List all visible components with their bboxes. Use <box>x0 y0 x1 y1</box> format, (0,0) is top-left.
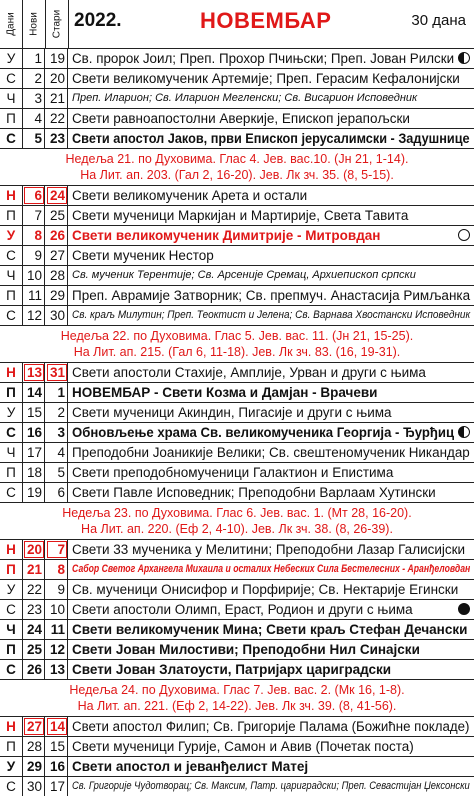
feast-text: Свети мученици Акиндин, Пигасије и други с њима <box>72 405 392 420</box>
day-row <box>0 639 474 659</box>
feast-text: Свети апостол Јаков, први Епископ јерусалимски - Задушнице <box>72 131 470 146</box>
old-date-cell: 23 <box>46 129 68 148</box>
new-date-cell: 19 <box>23 483 45 502</box>
feast-text: Св. краљ Милутин; Преп. Теоктист и Јелена; Св. Варнава Хвостански Исповедник <box>72 309 471 321</box>
old-date-cell: 22 <box>46 109 68 128</box>
new-date-cell: 16 <box>23 423 45 442</box>
weekday-cell: Н <box>0 363 23 382</box>
day-row <box>0 285 474 305</box>
feast-text: Свети апостол и јеванђелист Матеј <box>72 759 309 774</box>
feast-text: Свети апостол Филип; Св. Григорије Палама (Божићне покладе) <box>72 719 470 734</box>
day-row <box>0 579 474 599</box>
day-row <box>0 88 474 108</box>
sunday-reading-row <box>0 148 474 185</box>
new-date-cell: 20 <box>23 540 45 559</box>
feast-text: Св. Григорије Чудотворац; Св. Максим, Патр. цариградски; Преп. Севастијан Џексонски <box>72 780 470 792</box>
feast-text: Св. мученик Терентије; Св. Арсеније Сремац, Архиепископ српски <box>72 269 416 281</box>
new-date-cell: 4 <box>23 109 45 128</box>
day-row <box>0 245 474 265</box>
old-date-cell: 10 <box>46 600 68 619</box>
weekday-cell: С <box>0 660 23 679</box>
feast-text: Свети преподобномученици Галактион и Епистима <box>72 465 394 480</box>
old-date-cell: 26 <box>46 226 68 245</box>
day-row <box>0 659 474 679</box>
old-date-cell: 3 <box>46 423 68 442</box>
day-row <box>0 422 474 442</box>
weekday-cell: У <box>0 403 23 422</box>
year-label: 2022. <box>74 10 122 31</box>
day-row <box>0 108 474 128</box>
new-date-cell: 22 <box>23 580 45 599</box>
feast-text: Свети Јован Милостиви; Преподобни Нил Синајски <box>72 642 420 657</box>
day-row <box>0 776 474 796</box>
day-row <box>0 756 474 776</box>
moon-phase-icon <box>458 603 470 615</box>
new-date-cell: 6 <box>23 186 45 205</box>
sunday-reading-line2: На Лит. ап. 203. (Гал 2, 16-20). Јев. Лк зч. 35. (8, 5-15). <box>80 168 394 182</box>
feast-text: Свети великомученик Димитрије - Митровдан <box>72 228 381 243</box>
sunday-reading-row <box>0 679 474 716</box>
new-date-cell: 28 <box>23 737 45 756</box>
weekday-cell: С <box>0 777 23 796</box>
new-date-cell: 10 <box>23 266 45 285</box>
day-row <box>0 305 474 325</box>
old-date-cell: 8 <box>46 560 68 579</box>
new-date-cell: 7 <box>23 206 45 225</box>
weekday-cell: С <box>0 483 23 502</box>
feast-text: Свети Павле Исповедник; Преподобни Варлаам Хутински <box>72 485 436 500</box>
old-date-cell: 15 <box>46 737 68 756</box>
col-new-header: Нови <box>23 0 46 48</box>
month-title: НОВЕМБАР <box>200 8 332 33</box>
weekday-cell: Н <box>0 186 23 205</box>
feast-text: Преп. Иларион; Св. Иларион Мегленски; Св. Висарион Исповедник <box>72 92 418 104</box>
new-date-cell: 2 <box>23 69 45 88</box>
day-row <box>0 599 474 619</box>
day-row <box>0 482 474 502</box>
feast-text: Свети мученик Нестор <box>72 248 214 263</box>
col-days-header: Дани <box>0 0 23 48</box>
feast-text: Преп. Аврамије Затворник; Св. препмуч. Анастасија Римљанка <box>72 288 471 303</box>
sunday-reading-row <box>0 502 474 539</box>
moon-phase-icon <box>458 52 470 64</box>
day-row <box>0 362 474 382</box>
day-row <box>0 462 474 482</box>
old-date-cell: 30 <box>46 306 68 325</box>
old-date-cell: 4 <box>46 443 68 462</box>
old-date-cell: 13 <box>46 660 68 679</box>
day-row <box>0 225 474 245</box>
weekday-cell: Ч <box>0 266 23 285</box>
weekday-cell: С <box>0 306 23 325</box>
new-date-cell: 15 <box>23 403 45 422</box>
weekday-cell: У <box>0 226 23 245</box>
weekday-cell: С <box>0 600 23 619</box>
new-date-cell: 13 <box>23 363 45 382</box>
new-date-cell: 8 <box>23 226 45 245</box>
sunday-reading-line1: Недеља 22. по Духовима. Глас 5. Јев. вас. 11. (Јн 21, 15-25). <box>60 329 414 343</box>
feast-text: Свети апостоли Стахије, Амплије, Урван и други с њима <box>72 365 426 380</box>
new-date-cell: 9 <box>23 246 45 265</box>
old-date-cell: 5 <box>46 463 68 482</box>
old-date-cell: 19 <box>46 49 68 68</box>
new-date-cell: 21 <box>23 560 45 579</box>
sunday-reading-line1: Недеља 23. по Духовима. Глас 6. Јев. вас. 1. (Мт 28, 16-20). <box>62 506 412 520</box>
moon-phase-icon <box>458 229 470 241</box>
feast-text: Свети мученици Маркијан и Мартирије, Света Тавита <box>72 208 409 223</box>
sunday-reading-line2: На Лит. ап. 221. (Еф 2, 14-22). Јев. Лк зч. 39. (8, 41-56). <box>77 699 397 713</box>
feast-text: Св. пророк Јоил; Преп. Прохор Пчињски; Преп. Јован Рилски <box>72 51 455 66</box>
feast-text: Свети 33 мученика у Мелитини; Преподобни Лазар Галисијски <box>72 542 466 557</box>
day-row <box>0 205 474 225</box>
weekday-cell: П <box>0 737 23 756</box>
weekday-cell: П <box>0 383 23 402</box>
day-row <box>0 402 474 422</box>
weekday-cell: П <box>0 109 23 128</box>
old-date-cell: 16 <box>46 757 68 776</box>
day-row <box>0 716 474 736</box>
sunday-reading-line1: Недеља 24. по Духовима. Глас 7. Јев. вас. 2. (Мк 16, 1-8). <box>69 683 405 697</box>
old-date-cell: 11 <box>46 620 68 639</box>
day-row <box>0 559 474 579</box>
weekday-cell: П <box>0 206 23 225</box>
weekday-cell: Ч <box>0 620 23 639</box>
new-date-cell: 29 <box>23 757 45 776</box>
weekday-cell: Н <box>0 717 23 736</box>
feast-text: Св. мученици Онисифор и Порфирије; Св. Нектарије Егински <box>72 582 459 597</box>
old-date-cell: 20 <box>46 69 68 88</box>
days-count: 30 дана <box>411 12 466 29</box>
old-date-cell: 9 <box>46 580 68 599</box>
sunday-reading-row <box>0 325 474 362</box>
feast-text: Сабор Светог Архангела Михаила и осталих Небеских Сила Бестелесних - Аранђеловдан <box>72 563 471 575</box>
day-row <box>0 68 474 88</box>
weekday-cell: У <box>0 49 23 68</box>
feast-text: Свети Јован Златоусти, Патријарх цариградски <box>72 662 392 677</box>
feast-text: Свети великомученик Артемије; Преп. Герасим Кефалонијски <box>72 71 460 86</box>
old-date-cell: 12 <box>46 640 68 659</box>
day-row <box>0 382 474 402</box>
new-date-cell: 30 <box>23 777 45 796</box>
col-old-header: Стари <box>46 0 69 48</box>
old-date-cell: 29 <box>46 286 68 305</box>
moon-phase-icon <box>458 426 470 438</box>
old-date-cell: 2 <box>46 403 68 422</box>
old-date-cell: 31 <box>46 363 68 382</box>
old-date-cell: 25 <box>46 206 68 225</box>
weekday-cell: С <box>0 129 23 148</box>
new-date-cell: 23 <box>23 600 45 619</box>
feast-text: Свети равноапостолни Аверкије, Епископ јерапољски <box>72 111 410 126</box>
new-date-cell: 1 <box>23 49 45 68</box>
old-date-cell: 28 <box>46 266 68 285</box>
calendar-rows <box>0 48 474 796</box>
weekday-cell: Н <box>0 540 23 559</box>
calendar-header <box>0 0 474 48</box>
day-row <box>0 48 474 68</box>
new-date-cell: 12 <box>23 306 45 325</box>
new-date-cell: 27 <box>23 717 45 736</box>
day-row <box>0 736 474 756</box>
feast-text: НОВЕМБАР - Свети Козма и Дамјан - Врачеви <box>72 385 378 400</box>
old-date-cell: 17 <box>46 777 68 796</box>
new-date-cell: 5 <box>23 129 45 148</box>
old-date-cell: 24 <box>46 186 68 205</box>
feast-text: Обновљење храма Св. великомученика Георгија - Ђурђиц <box>72 425 455 440</box>
weekday-cell: П <box>0 463 23 482</box>
weekday-cell: Ч <box>0 89 23 108</box>
weekday-cell: П <box>0 286 23 305</box>
weekday-cell: У <box>0 580 23 599</box>
feast-text: Свети великомученик Мина; Свети краљ Стефан Дечански <box>72 622 468 637</box>
feast-text: Свети апостоли Олимп, Ераст, Родион и други с њима <box>72 602 413 617</box>
sunday-reading-line2: На Лит. ап. 215. (Гал 6, 11-18). Јев. Лк зч. 83. (16, 19-31). <box>73 345 401 359</box>
weekday-cell: С <box>0 246 23 265</box>
feast-text: Свети мученици Гурије, Самон и Авив (Почетак поста) <box>72 739 414 754</box>
day-row <box>0 265 474 285</box>
weekday-cell: П <box>0 640 23 659</box>
new-date-cell: 24 <box>23 620 45 639</box>
day-row <box>0 619 474 639</box>
old-date-cell: 1 <box>46 383 68 402</box>
feast-text: Преподобни Јоаникије Велики; Св. свештеномученик Никандар <box>72 445 470 460</box>
old-date-cell: 6 <box>46 483 68 502</box>
weekday-cell: У <box>0 757 23 776</box>
weekday-cell: Ч <box>0 443 23 462</box>
old-date-cell: 27 <box>46 246 68 265</box>
day-row <box>0 539 474 559</box>
day-row <box>0 128 474 148</box>
new-date-cell: 25 <box>23 640 45 659</box>
old-date-cell: 7 <box>46 540 68 559</box>
new-date-cell: 14 <box>23 383 45 402</box>
day-row <box>0 185 474 205</box>
feast-text: Свети великомученик Арета и остали <box>72 188 308 203</box>
weekday-cell: С <box>0 423 23 442</box>
new-date-cell: 18 <box>23 463 45 482</box>
old-date-cell: 14 <box>46 717 68 736</box>
new-date-cell: 3 <box>23 89 45 108</box>
new-date-cell: 26 <box>23 660 45 679</box>
new-date-cell: 17 <box>23 443 45 462</box>
weekday-cell: С <box>0 69 23 88</box>
day-row <box>0 442 474 462</box>
weekday-cell: П <box>0 560 23 579</box>
old-date-cell: 21 <box>46 89 68 108</box>
new-date-cell: 11 <box>23 286 45 305</box>
sunday-reading-line2: На Лит. ап. 220. (Еф 2, 4-10). Јев. Лк зч. 38. (8, 26-39). <box>81 522 393 536</box>
sunday-reading-line1: Недеља 21. по Духовима. Глас 4. Јев. вас.10. (Јн 21, 1-14). <box>65 152 409 166</box>
